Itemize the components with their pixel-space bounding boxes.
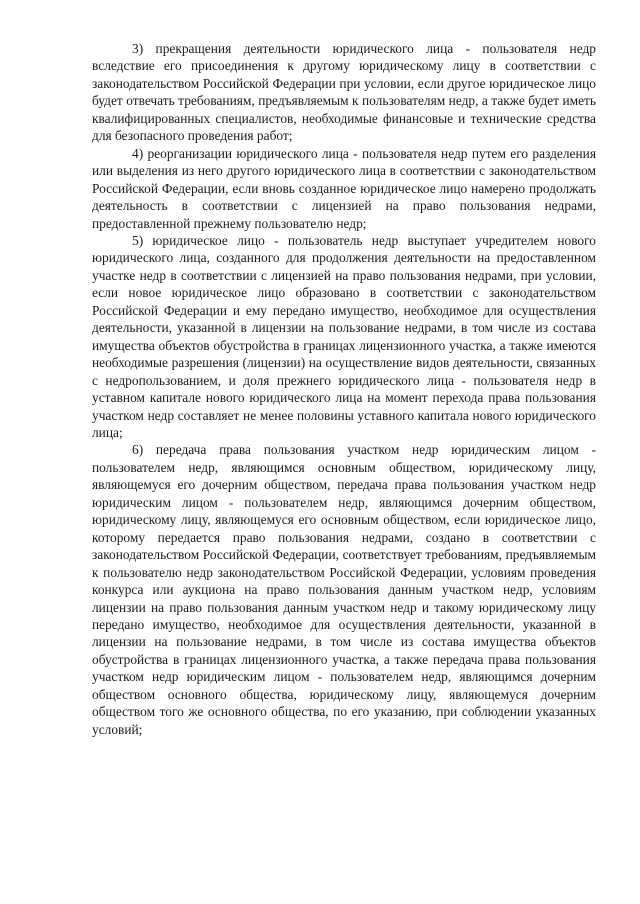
paragraph-item-3: 3) прекращения деятельности юридического лица - пользователя недр вследствие его присоединения к другому юридическому лицу в соответствии с законодательством Российской Федерации при условии, если другое юридическое лицо будет отвечать требованиям, предъявляемым к пользователям недр, а также будет иметь квалифицированных специалистов, необходимые финансовые и технические средства для безопасного проведения работ; bbox=[92, 41, 596, 144]
paragraph-item-6: 6) передача права пользования участком недр юридическим лицом - пользователем недр, являющимся основным обществом, юридическому лицу, являющемуся его дочерним обществом, передача права пользования участком недр юридическим лицом - пользователем недр, являющимся дочерним обществом, юридическому лицу, являющемуся его основным обществом, если юридическое лицо, которому передается право пользования недрами, создано в соответствии с законодательством Российской Федерации, соответствует требованиям, предъявляемым к пользователю недр законодательством Российской Федерации, условиям проведения конкурса или аукциона на право пользования данным участком недр, условиям лицензии на право пользования данным участком недр и такому юридическому лицу передано имущество, необходимое для осуществления деятельности, указанной в лицензии на пользование недрами, в том числе из состава имущества объектов обустройства в границах лицензионного участка, а также передача права пользования участком недр юридическим лицом - пользователем недр, являющимся дочерним обществом основного общества, юридическому лицу, являющемуся дочерним обществом того же основного общества, по его указанию, при соблюдении указанных условий; bbox=[92, 442, 596, 737]
paragraph-item-5: 5) юридическое лицо - пользователь недр выступает учредителем нового юридического лица, созданного для продолжения деятельности на предоставленном участке недр в соответствии с лицензией на право пользования недрами, при условии, если новое юридическое лицо образовано в соответствии с законодательством Российской Федерации и ему передано имущество, необходимое для осуществления деятельности, указанной в лицензии на пользование недрами, в том числе из состава имущества объектов обустройства в границах лицензионного участка, а также имеются необходимые разрешения (лицензии) на осуществление видов деятельности, связанных с недропользованием, и доля прежнего юридического лица - пользователя недр в уставном капитале нового юридического лица на момент перехода права пользования участком недр составляет не менее половины уставного капитала нового юридического лица; bbox=[92, 232, 596, 440]
document-body bbox=[92, 40, 596, 738]
paragraph-item-4: 4) реорганизации юридического лица - пользователя недр путем его разделения или выделения из него другого юридического лица в соответствии с законодательством Российской Федерации, если вновь созданное юридическое лицо намерено продолжать деятельность в соответствии с лицензией на право пользования недрами, предоставленной прежнему пользователю недр; bbox=[92, 145, 596, 231]
